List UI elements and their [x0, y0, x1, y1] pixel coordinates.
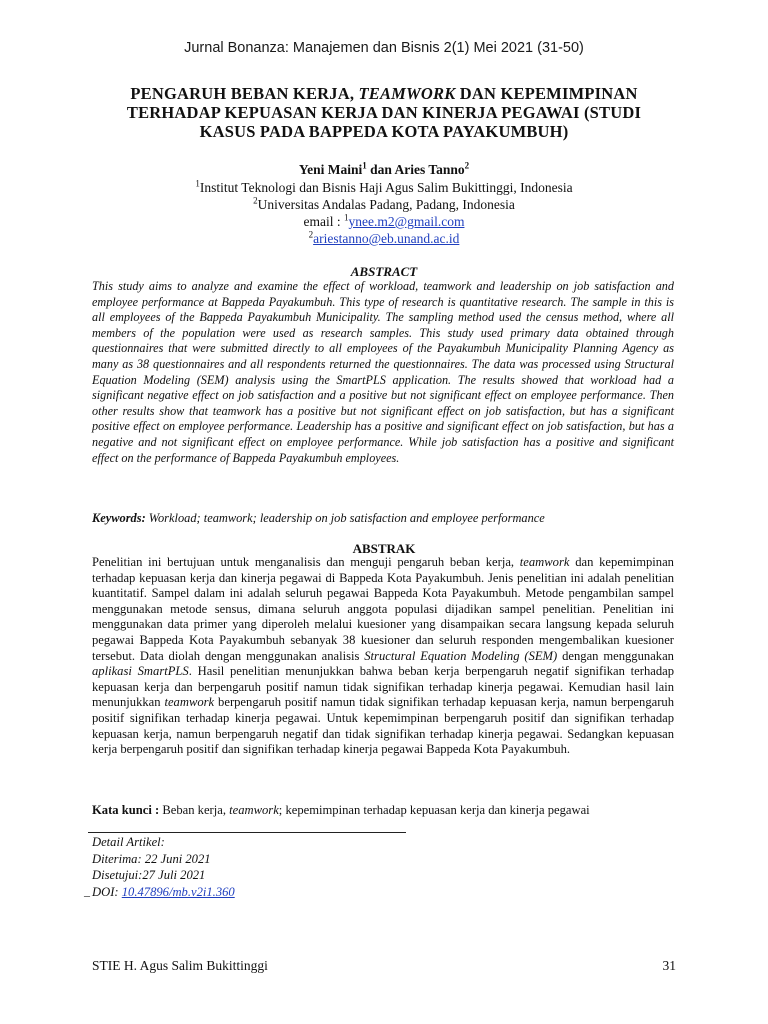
affiliation-2-sup: 2: [253, 195, 258, 206]
abstrak-part-3: dengan menggunakan: [557, 648, 674, 663]
detail-received: Diterima: 22 Juni 2021: [92, 851, 211, 866]
author-1: Yeni Maini: [298, 162, 363, 177]
abstrak-italic-3: aplikasi SmartPLS: [92, 664, 189, 679]
author-2-sup: 2: [464, 160, 470, 171]
detail-approved: Disetujui:27 Juli 2021: [92, 868, 206, 882]
detail-title: Detail Artikel:: [92, 835, 165, 849]
affiliation-1-text: Institut Teknologi dan Bisnis Haji Agus Salim Bukittinggi, Indonesia: [199, 180, 573, 195]
email-2-sup: 2: [308, 229, 314, 240]
abstrak-part-2: dan kepemimpinan terhadap kepuasan kerja dan kinerja pegawai di Bappeda Kota Payakumbuh. Jenis penelitian ini adalah penelitian kuantitatif. Sampel dalam ini adalah seluruh pegawai Bappeda Kota Payakumbuh. Metode pengambilan sampel menggunakan metode sensus, dimana seluruh anggota populasi dijadikan sampel penelitian. Penelitian ini menggunakan data primer yang diperoleh melalui kuesioner yang disampaikan secara langsung kepada seluruh pegawai Bappeda Kota Payakumbuh sebanyak 38 kuesioner dan seluruh responden mengembalikan kuesioner tersebut. Data diolah dengan menggunakan analisis: [92, 555, 674, 663]
page-number: 31: [662, 958, 676, 973]
email-line-2: [0, 231, 768, 247]
title-line-1-start: PENGARUH BEBAN KERJA,: [130, 84, 359, 103]
footnote-divider: [88, 832, 406, 833]
doi-label: DOI:: [92, 884, 122, 899]
email-label: email :: [303, 214, 345, 229]
email-1-sup: 1: [344, 212, 349, 223]
email-1-link[interactable]: ynee.m2@gmail.com: [348, 214, 465, 229]
keywords-text: Workload; teamwork; leadership on job satisfaction and employee performance: [145, 511, 545, 525]
abstrak-italic-2: Structural Equation Modeling (SEM): [364, 648, 558, 663]
article-detail: [92, 834, 235, 900]
abstrak-italic-1: teamwork: [519, 555, 570, 569]
keywords-label: Keywords:: [92, 511, 146, 525]
abstrak-part-5: berpengaruh positif namun tidak signifikan terhadap kepuasan kerja, namun berpengaruh positif signifikan terhadap kinerja pegawai. Untuk kepemimpinan berpengaruh positif dan signifikan terhadap kepuasan kerja, namun berpengaruh negatif dan tidak signifikan terhadap kinerja pegawai. Sedangkan kepuasan kerja berpengaruh positif dan signifikan terhadap kinerja pegawai Bappeda Kota Payakumbuh.: [92, 695, 674, 757]
email-line-1: [0, 214, 768, 230]
abstract-text: This study aims to analyze and examine the effect of workload, teamwork and leadership on job satisfaction and employee performance at Bappeda Payakumbuh. This type of research is quantitative research. The sample in this is all employees of the Bappeda Payakumbuh Municipality. The sampling method used the census method, where all members of the population were used as research samples. This study used primary data obtained through questionnaires that were submitted directly to all employees of the Payakumbuh Municipality Planning Agency as many as 38 questionnaires and all respondents returned the questionnaires. The data was processed using Structural Equation Modeling (SEM) analysis using the SmartPLS application. The results showed that workload had a significant negative effect on job satisfaction and a positive but not significant effect on employee performance. Then other results show that teamwork has a positive but not significant effect on job satisfaction, but has a significant positive effect on employee performance. Leadership has a positive and significant effect on job satisfaction, but has a negative and not significant effect on employee performance. While job satisfaction has a positive and significant effect on the performance of Bappeda Payakumbuh employees.: [92, 279, 674, 465]
kata-kunci-text-2: ; kepemimpinan terhadap kepuasan kerja dan kinerja pegawai: [278, 803, 590, 817]
abstrak-part-1: Penelitian ini bertujuan untuk menganalisis dan menguji pengaruh beban kerja,: [92, 555, 520, 569]
journal-running-header: Jurnal Bonanza: Manajemen dan Bisnis 2(1) Mei 2021 (31-50): [184, 40, 584, 56]
abstrak-part-4: . Hasil penelitian menunjukkan bahwa beban kerja berpengaruh negatif signifikan terhadap kepuasan kerja dan berpengaruh positif namun tidak signifikan terhadap kinerja pegawai. Kemudian hasil lain menunjukkan: [92, 664, 675, 710]
author-2: Aries Tanno: [394, 162, 465, 177]
affiliation-2: [0, 197, 768, 213]
title-line-1-end: DAN KEPEMIMPINAN: [455, 84, 638, 103]
detail-doi: [92, 884, 235, 901]
paper-title: [92, 84, 676, 141]
kata-kunci-text-1: Beban kerja,: [159, 803, 230, 817]
email-2-link[interactable]: ariestanno@eb.unand.ac.id: [313, 231, 460, 246]
author-1-sup: 1: [362, 160, 367, 171]
author-connector: dan: [366, 162, 395, 177]
title-line-1: [92, 84, 676, 103]
author-list: [0, 162, 768, 178]
affiliation-1: [0, 180, 768, 196]
title-line-3: KASUS PADA BAPPEDA KOTA PAYAKUMBUH): [199, 122, 569, 141]
title-teamwork: TEAMWORK: [358, 84, 456, 103]
abstrak-text: [92, 555, 674, 758]
affiliation-1-sup: 1: [195, 178, 200, 189]
stray-mark: –: [84, 888, 90, 902]
abstrak-heading: ABSTRAK: [352, 541, 416, 556]
abstrak-italic-4: teamwork: [164, 695, 215, 710]
keywords-line: [92, 511, 674, 526]
doi-link[interactable]: 10.47896/mb.v2i1.360: [121, 884, 235, 899]
kata-kunci-label: Kata kunci :: [92, 803, 160, 817]
title-line-2: TERHADAP KEPUASAN KERJA DAN KINERJA PEGAWAI (STUDI: [126, 103, 642, 122]
kata-kunci-line: [92, 803, 692, 818]
affiliation-2-text: Universitas Andalas Padang, Padang, Indonesia: [257, 197, 515, 212]
abstract-heading: ABSTRACT: [350, 264, 418, 279]
kata-kunci-italic: teamwork: [229, 803, 279, 817]
footer-institution: STIE H. Agus Salim Bukittinggi: [92, 958, 268, 973]
